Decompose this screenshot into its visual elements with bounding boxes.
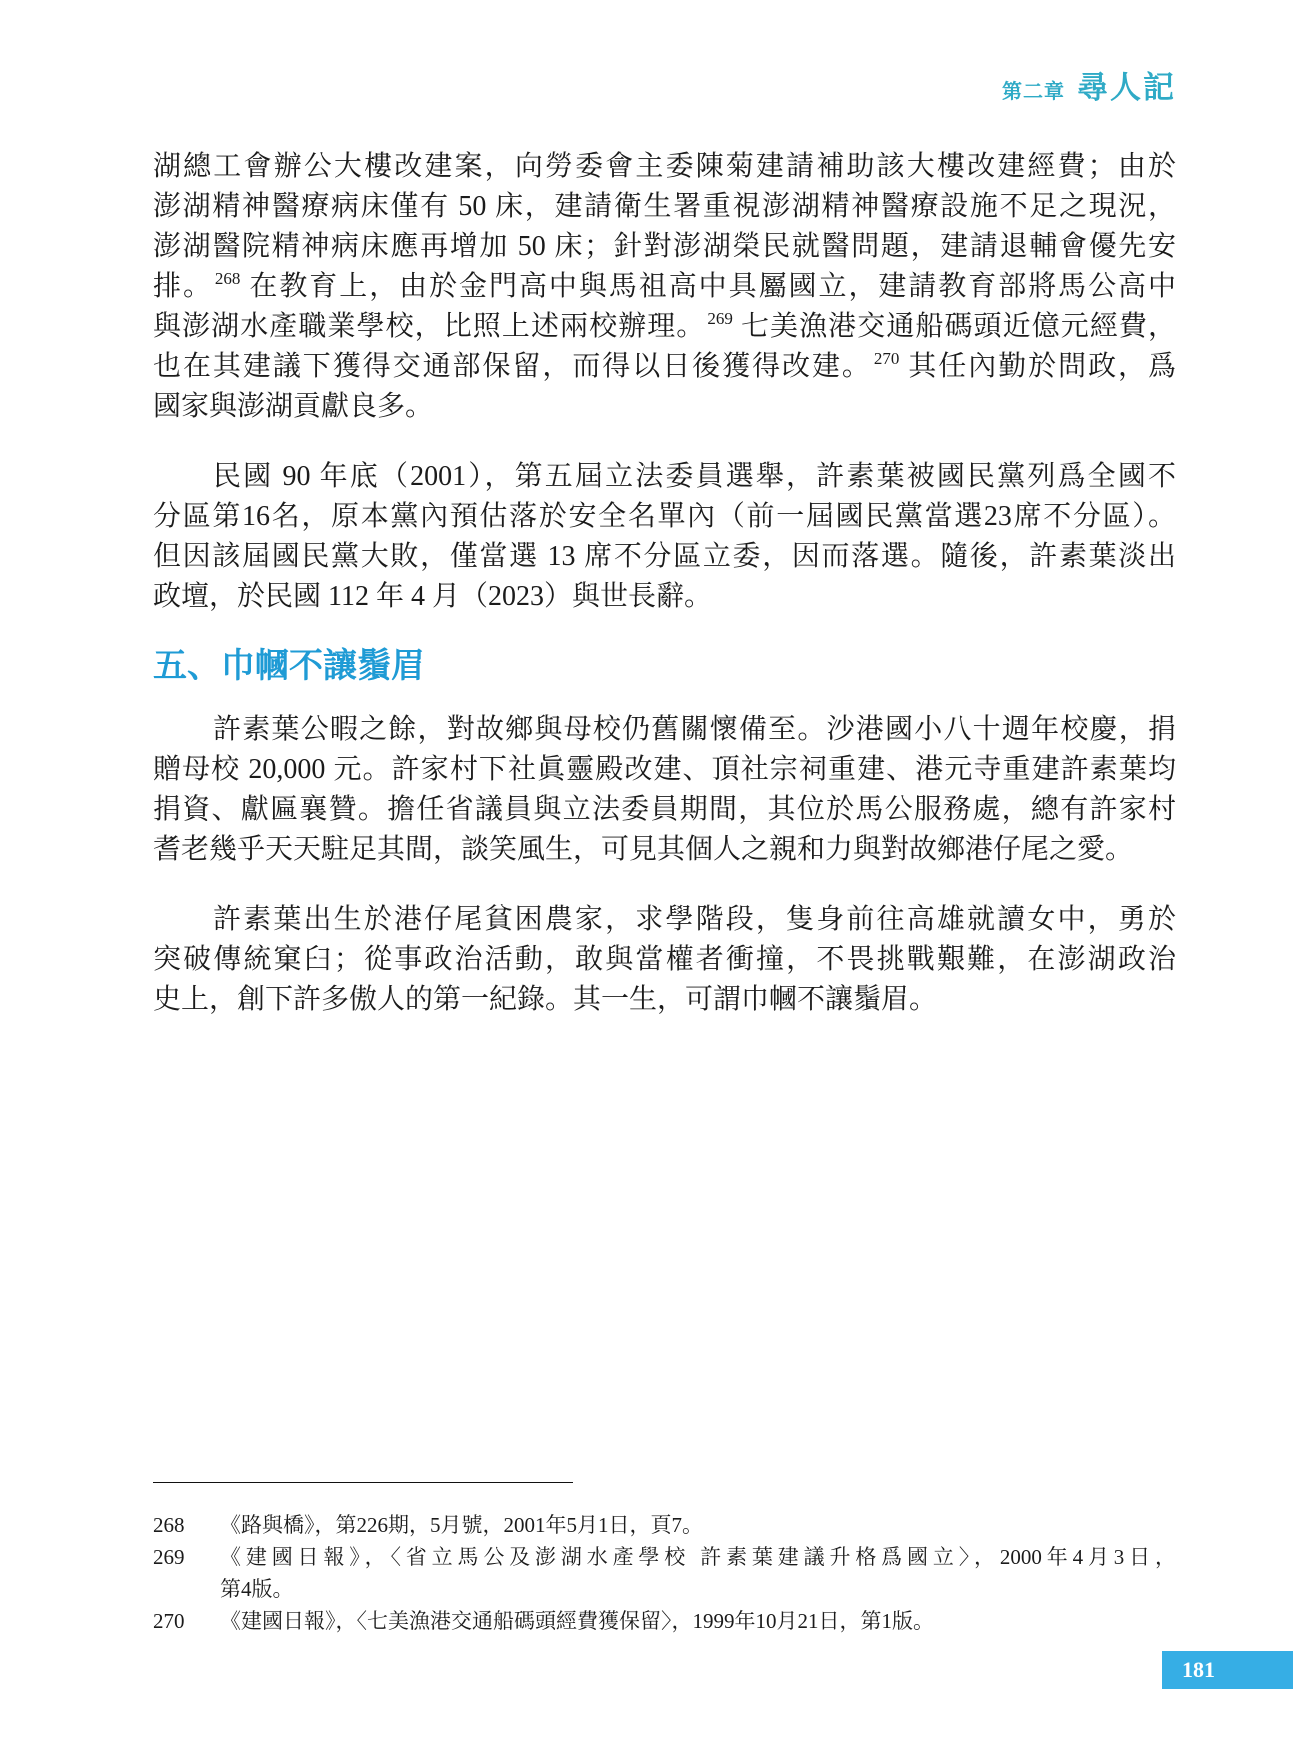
footnote-number: 270 xyxy=(153,1609,185,1633)
paragraph xyxy=(153,457,1176,617)
body-line: 但因該屆國民黨大敗，僅當選 13 席不分區立委，因而落選。隨後，許素葉淡出 xyxy=(153,541,1176,572)
footnote-line: 第4版。 xyxy=(220,1577,294,1601)
body-text: 排。 xyxy=(153,271,213,302)
footnote-270 xyxy=(153,1605,1176,1637)
body-line: 民國 90 年底（2001），第五屆立法委員選舉，許素葉被國民黨列爲全國不 xyxy=(213,461,1176,492)
body-text: 與澎湖水產職業學校，比照上述兩校辦理。 xyxy=(153,311,706,342)
body-line: 突破傳統窠臼；從事政治活動，敢與當權者衝撞，不畏挑戰艱難，在澎湖政治 xyxy=(153,944,1176,975)
body-line: 耆老幾乎天天駐足其間，談笑風生，可見其個人之親和力與對故鄉港仔尾之愛。 xyxy=(153,834,1134,865)
paragraph xyxy=(153,710,1176,870)
footnote-number: 268 xyxy=(153,1513,185,1537)
page-number: 181 xyxy=(1162,1651,1293,1689)
footnote-separator xyxy=(153,1482,573,1483)
body-line xyxy=(153,267,1176,307)
footnote-number: 269 xyxy=(153,1545,185,1569)
body-line: 澎湖醫院精神病床應再增加 50 床；針對澎湖榮民就醫問題，建請退輔會優先安 xyxy=(153,231,1176,262)
footnotes xyxy=(153,1509,1176,1637)
body-line: 史上，創下許多傲人的第一紀錄。其一生，可謂巾幗不讓鬚眉。 xyxy=(153,984,938,1015)
body-text: 也在其建議下獲得交通部保留，而得以日後獲得改建。 xyxy=(153,351,872,382)
footnote-ref: 270 xyxy=(873,349,900,368)
body-line: 許素葉公暇之餘，對故鄉與母校仍舊關懷備至。沙港國小八十週年校慶，捐 xyxy=(213,714,1176,745)
chapter-label: 第二章 xyxy=(1002,79,1065,103)
footnote-text xyxy=(220,1541,1176,1605)
footnote-line: 《建國日報》，〈七美漁港交通船碼頭經費獲保留〉，1999年10月21日，第1版。 xyxy=(220,1609,934,1633)
body-text: 其任內勤於問政，爲 xyxy=(899,351,1176,382)
body-line: 贈母校 20,000 元。許家村下社眞靈殿改建、頂社宗祠重建、港元寺重建許素葉均 xyxy=(153,754,1176,785)
running-header xyxy=(1002,66,1176,110)
body-line: 分區第16名，原本黨內預估落於安全名單內（前一屆國民黨當選23席不分區）。 xyxy=(153,501,1176,532)
footnote-268 xyxy=(153,1509,1176,1541)
body-line: 捐資、獻匾襄贊。擔任省議員與立法委員期間，其位於馬公服務處，總有許家村 xyxy=(153,794,1176,825)
footnote-ref: 269 xyxy=(707,309,733,328)
body-line xyxy=(153,347,1176,387)
footnote-269 xyxy=(153,1541,1176,1605)
body-line xyxy=(153,307,1176,347)
body-line: 澎湖精神醫療病床僅有 50 床，建請衛生署重視澎湖精神醫療設施不足之現況， xyxy=(153,191,1176,222)
footnote-text xyxy=(220,1605,1176,1637)
footnote-ref: 268 xyxy=(214,269,241,288)
body-line: 許素葉出生於港仔尾貧困農家，求學階段，隻身前往高雄就讀女中，勇於 xyxy=(213,904,1176,935)
section-heading: 五、巾幗不讓鬚眉 xyxy=(153,648,425,685)
body-text: 七美漁港交通船碼頭近億元經費， xyxy=(732,311,1176,342)
body-line: 國家與澎湖貢獻良多。 xyxy=(153,391,434,422)
chapter-title: 尋人記 xyxy=(1077,70,1176,106)
paragraph xyxy=(153,900,1176,1020)
footnote-line: 《建國日報》，〈省立馬公及澎湖水產學校 許素葉建議升格爲國立〉，2000年4月3日， xyxy=(220,1545,1176,1569)
body-line: 政壇，於民國 112 年 4 月（2023）與世長辭。 xyxy=(153,581,712,612)
footnote-text xyxy=(220,1509,1176,1541)
body-text: 在教育上，由於金門高中與馬祖高中具屬國立，建請教育部將馬公高中 xyxy=(240,271,1176,302)
paragraph xyxy=(153,147,1176,427)
body-line: 湖總工會辦公大樓改建案，向勞委會主委陳菊建請補助該大樓改建經費；由於 xyxy=(153,151,1176,182)
footnote-line: 《路與橋》，第226期，5月號，2001年5月1日，頁7。 xyxy=(220,1513,703,1537)
